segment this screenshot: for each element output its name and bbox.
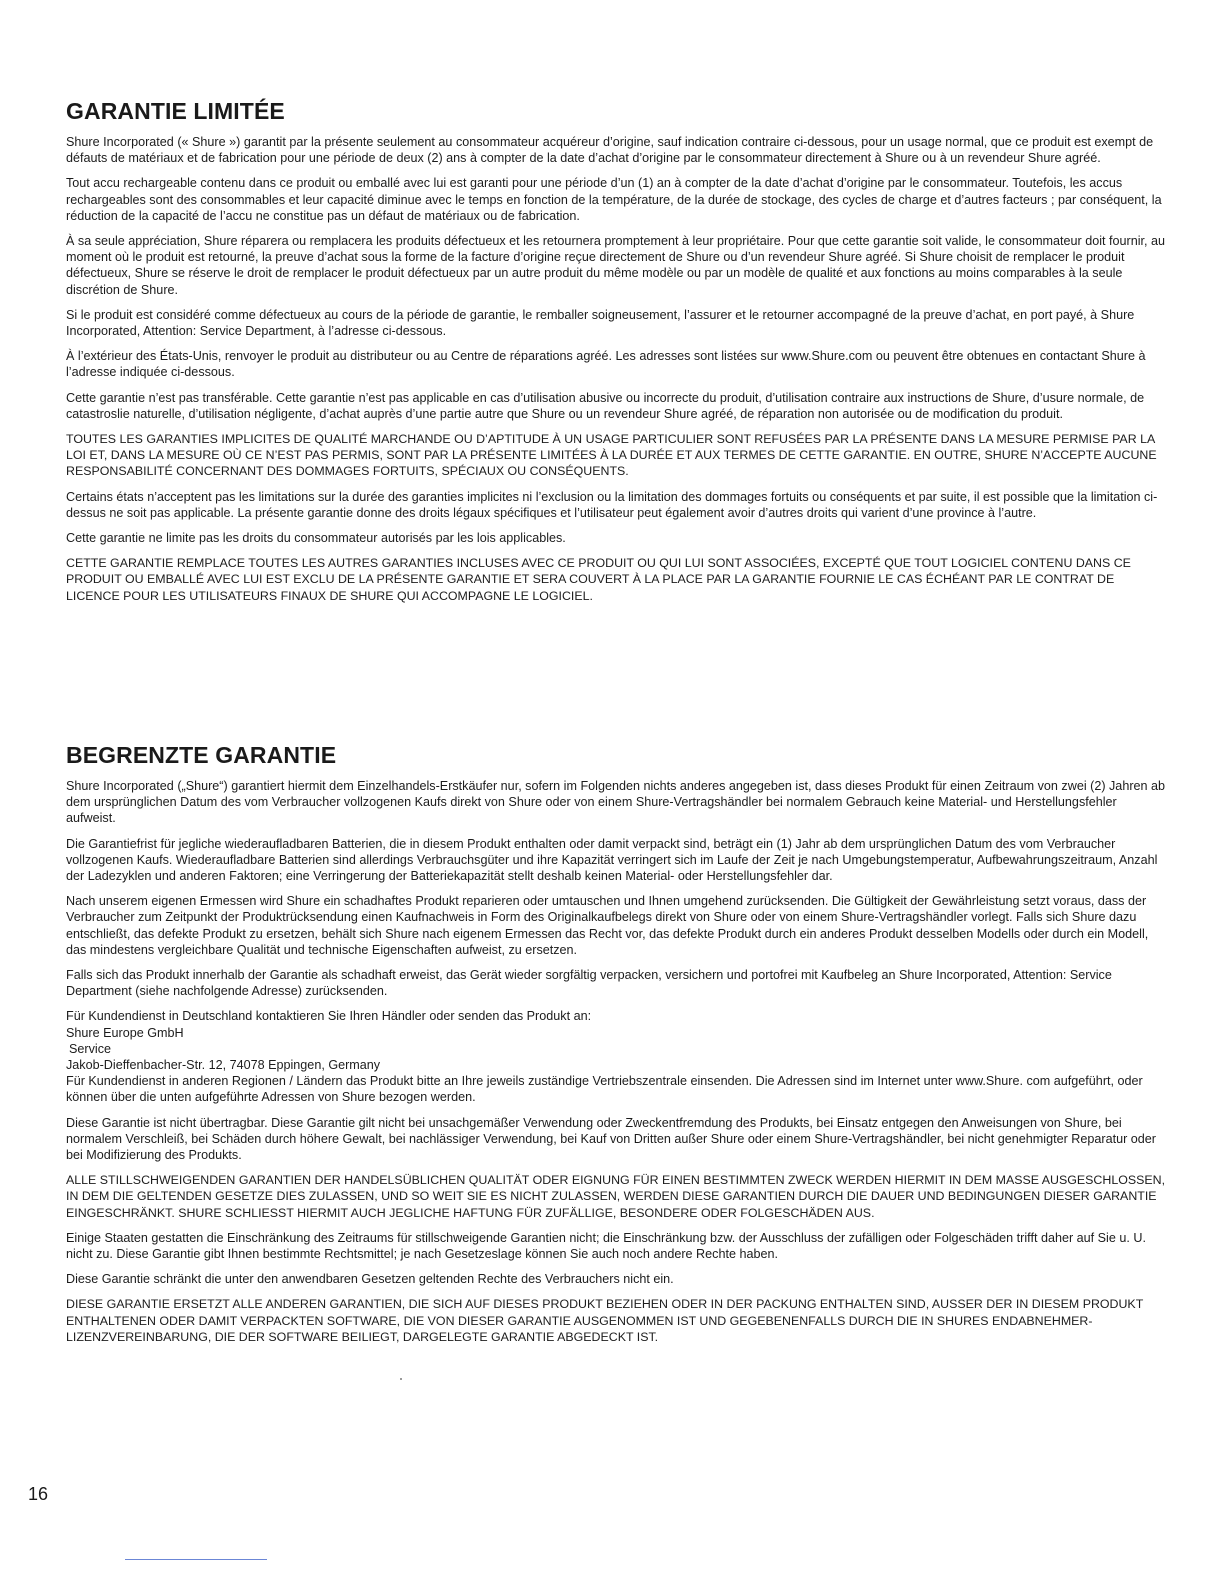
paragraph: Die Garantiefrist für jegliche wiederaufladbaren Batterien, die in diesem Produkt enthalten oder damit verpackt sind, beträgt ein (1) Jahr ab dem ursprünglichen Datum des vom Verbraucher vollzogenen Kaufs. Wiederaufladbare Batterien sind allerdings Verbrauchsgüter und ihre Kapazität verringert sich im Laufe der Zeit je nach Umgebungstemperatur, Aufbewahrungszeitraum, Anzahl der Ladezyklen und anderen Faktoren; eine Verringerung der Batteriekapazität stellt deshalb keinen Material- oder Herstellungsfehler dar. <box>66 836 1158 884</box>
address-street: Jakob-Dieffenbacher-Str. 12, 74078 Eppingen, Germany <box>66 1058 381 1073</box>
scan-speck <box>400 1378 402 1380</box>
paragraph: Diese Garantie schränkt die unter den anwendbaren Gesetzen geltenden Rechte des Verbrauchers nicht ein. <box>66 1272 674 1287</box>
page-number: 16 <box>28 1484 49 1504</box>
paragraph: Si le produit est considéré comme défectueux au cours de la période de garantie, le remballer soigneusement, l’assurer et le retourner accompagné de la preuve d’achat, en port payé, à Shure Incorporated, Attention: Service Department, à l’adresse ci-dessous. <box>66 307 1135 339</box>
paragraph: Cette garantie ne limite pas les droits du consommateur autorisés par les lois applicables. <box>66 531 566 546</box>
paragraph: Falls sich das Produkt innerhalb der Garantie als schadhaft erweist, das Gerät wieder sorgfältig verpacken, versichern und portofrei mit Kaufbeleg an Shure Incorporated, Attention: Service Department (siehe nachfolgende Adresse) zurücksenden. <box>66 968 1112 999</box>
french-warranty-section <box>66 97 1166 613</box>
paragraph: DIESE GARANTIE ERSETZT ALLE ANDEREN GARANTIEN, DIE SICH AUF DIESES PRODUKT BEZIEHEN ODER IN DER PACKUNG ENTHALTEN SIND, AUSSER DER IN DIESEM PRODUKT ENTHALTENEN ODER DAMIT VERPACKTEN SOFTWARE, DIE VON DIESER GARANTIE AUSGENOMMEN IST UND GEGEBENENFALLS DURCH DIE IN SHURES ENDABNEHMER-LIZENZVEREINBARUNG, DIE DER SOFTWARE BEILIEGT, DARGELEGTE GARANTIE ABGEDECKT IST. <box>66 1297 1144 1344</box>
paragraph: TOUTES LES GARANTIES IMPLICITES DE QUALITÉ MARCHANDE OU D’APTITUDE À UN USAGE PARTICULIER SONT REFUSÉES PAR LA PRÉSENTE DANS LA MESURE PERMISE PAR LA LOI ET, DANS LA MESURE OÙ CE N’EST PAS PERMIS, SONT PAR LA PRÉSENTE LIMITÉES À LA DURÉE ET AUX TERMES DE CETTE GARANTIE. EN OUTRE, SHURE N’ACCEPTE AUCUNE RESPONSABILITÉ CONCERNANT DES DOMMAGES FORTUITS, SPÉCIAUX OU CONSÉQUENTS. <box>66 432 1157 479</box>
paragraph: Diese Garantie ist nicht übertragbar. Diese Garantie gilt nicht bei unsachgemäßer Verwendung oder Zweckentfremdung des Produkts, bei Einsatz entgegen den Anweisungen von Shure, bei normalem Verschleiß, bei Schäden durch höhere Gewalt, bei nachlässiger Verwendung, bei Kauf von Dritten außer Shure oder einem Shure-Vertragshändler, bei nicht genehmigter Reparatur oder bei Modifizierung des Produkts. <box>66 1115 1156 1163</box>
paragraph: Nach unserem eigenen Ermessen wird Shure ein schadhaftes Produkt reparieren oder umtauschen und Ihnen umgehend zurücksenden. Die Gültigkeit der Gewährleistung setzt voraus, dass der Verbraucher zum Zeitpunkt der Produktrücksendung einen Kaufnachweis in Form des Originalkaufbelegs direkt von Shure oder von einem Shure-Vertragshändler vorlegt. Falls sich Shure dazu entschließt, das defekte Produkt zu ersetzen, behält sich Shure nach eigenem Ermessen das Recht vor, das defekte Produkt durch ein anderes Produkt desselben Modells oder durch ein Modell, das mindestens vergleichbare Qualität und technische Eigenschaften aufweist, zu ersetzen. <box>66 894 1149 957</box>
paragraph: Certains états n’acceptent pas les limitations sur la durée des garanties implicites ni l’exclusion ou la limitation des dommages fortuits ou conséquents et par suite, il est possible que la limitation ci-dessus ne soit pas applicable. La présente garantie donne des droits légaux spécifiques et l’utilisateur peut également avoir d’autres droits qui varient d’une province à l’autre. <box>66 489 1158 520</box>
paragraph: À l’extérieur des États-Unis, renvoyer le produit au distributeur ou au Centre de réparations agréé. Les adresses sont listées sur www.Shure.com ou peuvent être obtenues en contactant Shure à l’adresse indiquée ci-dessous. <box>66 349 1146 380</box>
paragraph: Shure Incorporated („Shure“) garantiert hiermit dem Einzelhandels-Erstkäufer nur, sofern im Folgenden nichts anderes angegeben ist, dass dieses Produkt für einen Zeitraum von zwei (2) Jahren ab dem ursprünglichen Datum des vom Verbraucher vollzogenen Kaufs direkt von Shure oder von einem Shure-Vertragshändler bei normalem Gebrauch keine Material- und Herstellungsfehler aufweist. <box>66 779 1166 826</box>
service-address-block <box>66 1008 1166 1105</box>
paragraph: Cette garantie n’est pas transférable. Cette garantie n’est pas applicable en cas d’utilisation abusive ou incorrecte du produit, d’utilisation contraire aux instructions de Shure, d’usure normale, de catastroslie naturelle, d’utilisation négligente, d’achat auprès d’une partie autre que Shure ou un revendeur Shure agréé, de réparation non autorisée ou de modification du produit. <box>66 390 1145 421</box>
paragraph: Shure Incorporated (« Shure ») garantit par la présente seulement au consommateur acquéreur d’origine, sauf indication contraire ci-dessous, pour un usage normal, que ce produit est exempt de défauts de matériaux et de fabrication pour une période de deux (2) ans à compter de la date d’achat d’origine par le consommateur directement à Shure ou à un revendeur Shure agréé. <box>66 135 1154 166</box>
address-department: Service <box>69 1041 111 1056</box>
paragraph: À sa seule appréciation, Shure réparera ou remplacera les produits défectueux et les retournera promptement à leur propriétaire. Pour que cette garantie soit valide, le consommateur doit fournir, au moment où le produit est retourné, la preuve d’achat sous la forme de la facture d’origine reçue directement de Shure ou d’un revendeur Shure agréé. Si Shure choisit de remplacer le produit défectueux, Shure se réserve le droit de remplacer le produit défectueux par un autre produit du même modèle ou par un modèle de qualité et aux fonctions au moins comparables à la seule discrétion de Shure. <box>66 234 1166 297</box>
address-other-regions: Für Kundendienst in anderen Regionen / Ländern das Produkt bitte an Ihre jeweils zuständige Vertriebszentrale einsenden. Die Adressen sind im Internet unter www.Shure. com aufgeführt, oder können über die unten aufgeführte Adressen von Shure bezogen werden. <box>66 1074 1143 1105</box>
address-intro: Für Kundendienst in Deutschland kontaktieren Sie Ihren Händler oder senden das Produkt an: <box>66 1009 592 1024</box>
address-company: Shure Europe GmbH <box>66 1025 184 1040</box>
french-warranty-title: GARANTIE LIMITÉE <box>66 98 285 124</box>
paragraph: CETTE GARANTIE REMPLACE TOUTES LES AUTRES GARANTIES INCLUSES AVEC CE PRODUIT OU QUI LUI SONT ASSOCIÉES, EXCEPTÉ QUE TOUT LOGICIEL CONTENU DANS CE PRODUIT OU EMBALLÉ AVEC LUI EST EXCLU DE LA PRÉSENTE GARANTIE ET SERA COUVERT À LA PLACE PAR LA GARANTIE FOURNIE LE CAS ÉCHÉANT PAR LE CONTRAT DE LICENCE POUR LES UTILISATEURS FINAUX DE SHURE QUI ACCOMPAGNE LE LOGICIEL. <box>66 556 1131 603</box>
footer-rule <box>125 1559 267 1560</box>
paragraph: Tout accu rechargeable contenu dans ce produit ou emballé avec lui est garanti pour une période d’un (1) an à compter de la date d’achat d’origine par le consommateur. Toutefois, les accus rechargeables sont des consommables et leur capacité diminue avec le temps en fonction de la température, de la durée de stockage, des cycles de charge et d’autres facteurs ; par conséquent, la réduction de la capacité de l’accu ne constitue pas un défaut de matériaux ou de fabrication. <box>66 176 1162 223</box>
paragraph: Einige Staaten gestatten die Einschränkung des Zeitraums für stillschweigende Garantien nicht; die Einschränkung bzw. der Ausschluss der zufälligen oder Folgeschäden trifft daher auf Sie u. U. nicht zu. Diese Garantie gibt Ihnen bestimmte Rechtsmittel; je nach Gesetzeslage können Sie auch noch andere Rechte haben. <box>66 1230 1146 1262</box>
german-warranty-section <box>66 741 1166 1354</box>
paragraph: ALLE STILLSCHWEIGENDEN GARANTIEN DER HANDELSÜBLICHEN QUALITÄT ODER EIGNUNG FÜR EINEN BESTIMMTEN ZWECK WERDEN HIERMIT IN DEM MASSE AUSGESCHLOSSEN, IN DEM DIE GELTENDEN GESETZE DIES ZULASSEN, UND SO WEIT SIE ES NICHT ZULASSEN, WERDEN DIESE GARANTIEN DURCH DIE DAUER UND BEDINGUNGEN DIESER GARANTIE EINGESCHRÄNKT. SHURE SCHLIESST HIERMIT AUCH JEGLICHE HAFTUNG FÜR ZUFÄLLIGE, BESONDERE ODER FOLGESCHÄDEN AUS. <box>66 1173 1166 1220</box>
german-warranty-title: BEGRENZTE GARANTIE <box>66 742 337 768</box>
